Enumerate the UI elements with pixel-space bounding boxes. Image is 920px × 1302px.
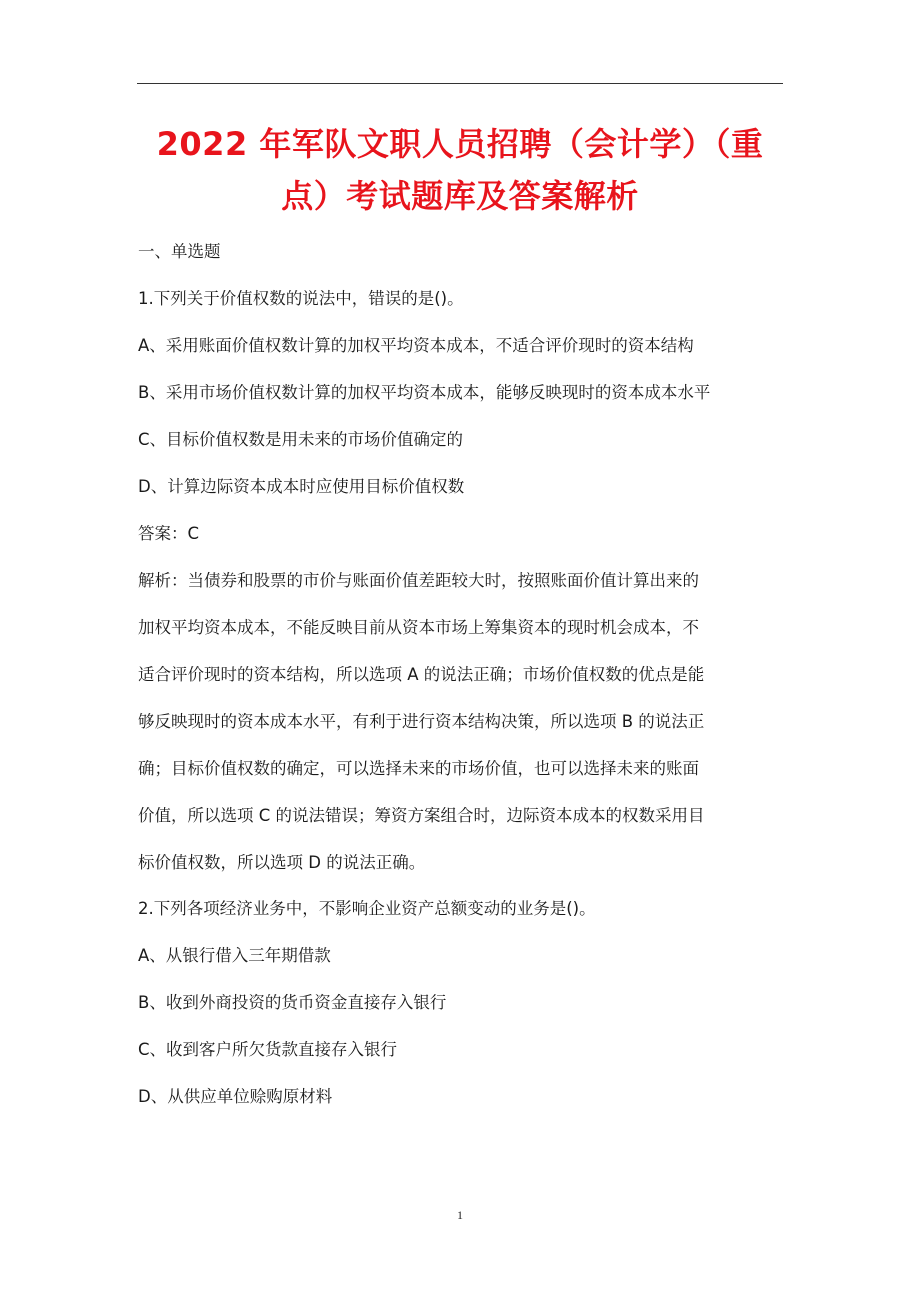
- question-1-answer: 答案：C: [138, 524, 200, 543]
- question-1-stem: 1.下列关于价值权数的说法中，错误的是()。: [138, 289, 464, 308]
- question-1-option-a: A、采用账面价值权数计算的加权平均资本成本，不适合评价现时的资本结构: [138, 336, 694, 355]
- section-heading: 一、单选题: [138, 242, 221, 261]
- document-title: [110, 118, 810, 222]
- question-2-option-d: D、从供应单位赊购原材料: [138, 1087, 333, 1106]
- question-2-option-a: A、从银行借入三年期借款: [138, 946, 331, 965]
- question-2-stem: 2.下列各项经济业务中，不影响企业资产总额变动的业务是()。: [138, 899, 596, 918]
- analysis-line: 解析：当债券和股票的市价与账面价值差距较大时，按照账面价值计算出来的: [138, 571, 699, 590]
- question-2-option-c: C、收到客户所欠货款直接存入银行: [138, 1040, 398, 1059]
- title-line-2: 点）考试题库及答案解析: [281, 177, 639, 215]
- analysis-line: 加权平均资本成本，不能反映目前从资本市场上筹集资本的现时机会成本，不: [138, 618, 699, 637]
- page-number: 1: [457, 1208, 463, 1222]
- question-1-option-d: D、计算边际资本成本时应使用目标价值权数: [138, 477, 465, 496]
- question-1-option-c: C、目标价值权数是用未来的市场价值确定的: [138, 430, 464, 449]
- header-rule: [137, 83, 783, 84]
- title-line-1: 2022 年军队文职人员招聘（会计学）（重: [156, 125, 764, 163]
- analysis-line: 价值，所以选项 C 的说法错误；筹资方案组合时，边际资本成本的权数采用目: [138, 806, 705, 825]
- analysis-line: 确；目标价值权数的确定，可以选择未来的市场价值，也可以选择未来的账面: [138, 759, 699, 778]
- analysis-line: 够反映现时的资本成本水平，有利于进行资本结构决策，所以选项 B 的说法正: [138, 712, 705, 731]
- question-1-analysis: [138, 557, 788, 886]
- question-2-option-b: B、收到外商投资的货币资金直接存入银行: [138, 993, 447, 1012]
- analysis-line: 适合评价现时的资本结构，所以选项 A 的说法正确；市场价值权数的优点是能: [138, 665, 705, 684]
- question-1-option-b: B、采用市场价值权数计算的加权平均资本成本，能够反映现时的资本成本水平: [138, 383, 711, 402]
- analysis-line: 标价值权数，所以选项 D 的说法正确。: [138, 853, 426, 872]
- document-body: [138, 240, 788, 1109]
